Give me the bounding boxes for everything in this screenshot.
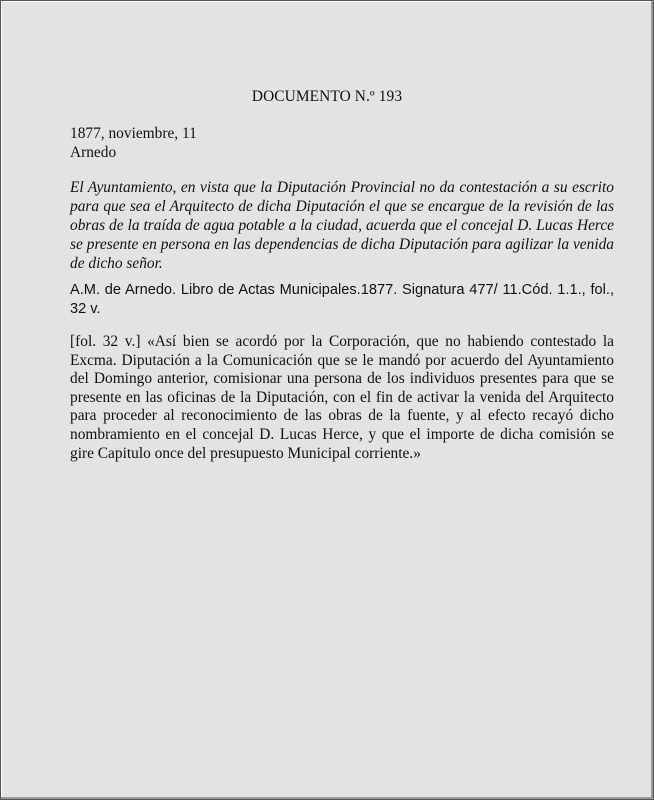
document-summary: El Ayuntamiento, en vista que la Diputación Provincial no da contestación a su escrito para que sea el Arquitecto de dicha Diputación el que se encargue de la revisión de las obras de la traída de agua potable a la ciudad, acuerda que el concejal D. Lucas Herce se presente en persona en las dependencias de dicha Diputación para agilizar la venida de dicho señor. <box>70 179 614 272</box>
date-place-block <box>70 124 197 162</box>
document-transcription: [fol. 32 v.] «Así bien se acordó por la Corporación, que no habiendo contestado la Excma. Diputación a la Comunicación que se le mandó por acuerdo del Ayuntamiento del Domingo anterior, comisionar una persona de los individuos presentes para que se presente en las oficinas de la Diputación, con el fin de activar la venida del Arquitecto para proceder al reconocimiento de las obras de la fuente, y al efecto recayó dicho nombramiento en el concejal D. Lucas Herce, y que el importe de dicha comisión se gire Capitulo once del presupuesto Municipal corriente.» <box>70 333 614 462</box>
document-place: Arnedo <box>70 144 117 161</box>
archival-source: A.M. de Arnedo. Libro de Actas Municipales.1877. Signatura 477/ 11.Cód. 1.1., fol., 32 v. <box>70 282 614 317</box>
document-title: DOCUMENTO N.º 193 <box>251 88 403 105</box>
document-date: 1877, noviembre, 11 <box>70 125 197 142</box>
